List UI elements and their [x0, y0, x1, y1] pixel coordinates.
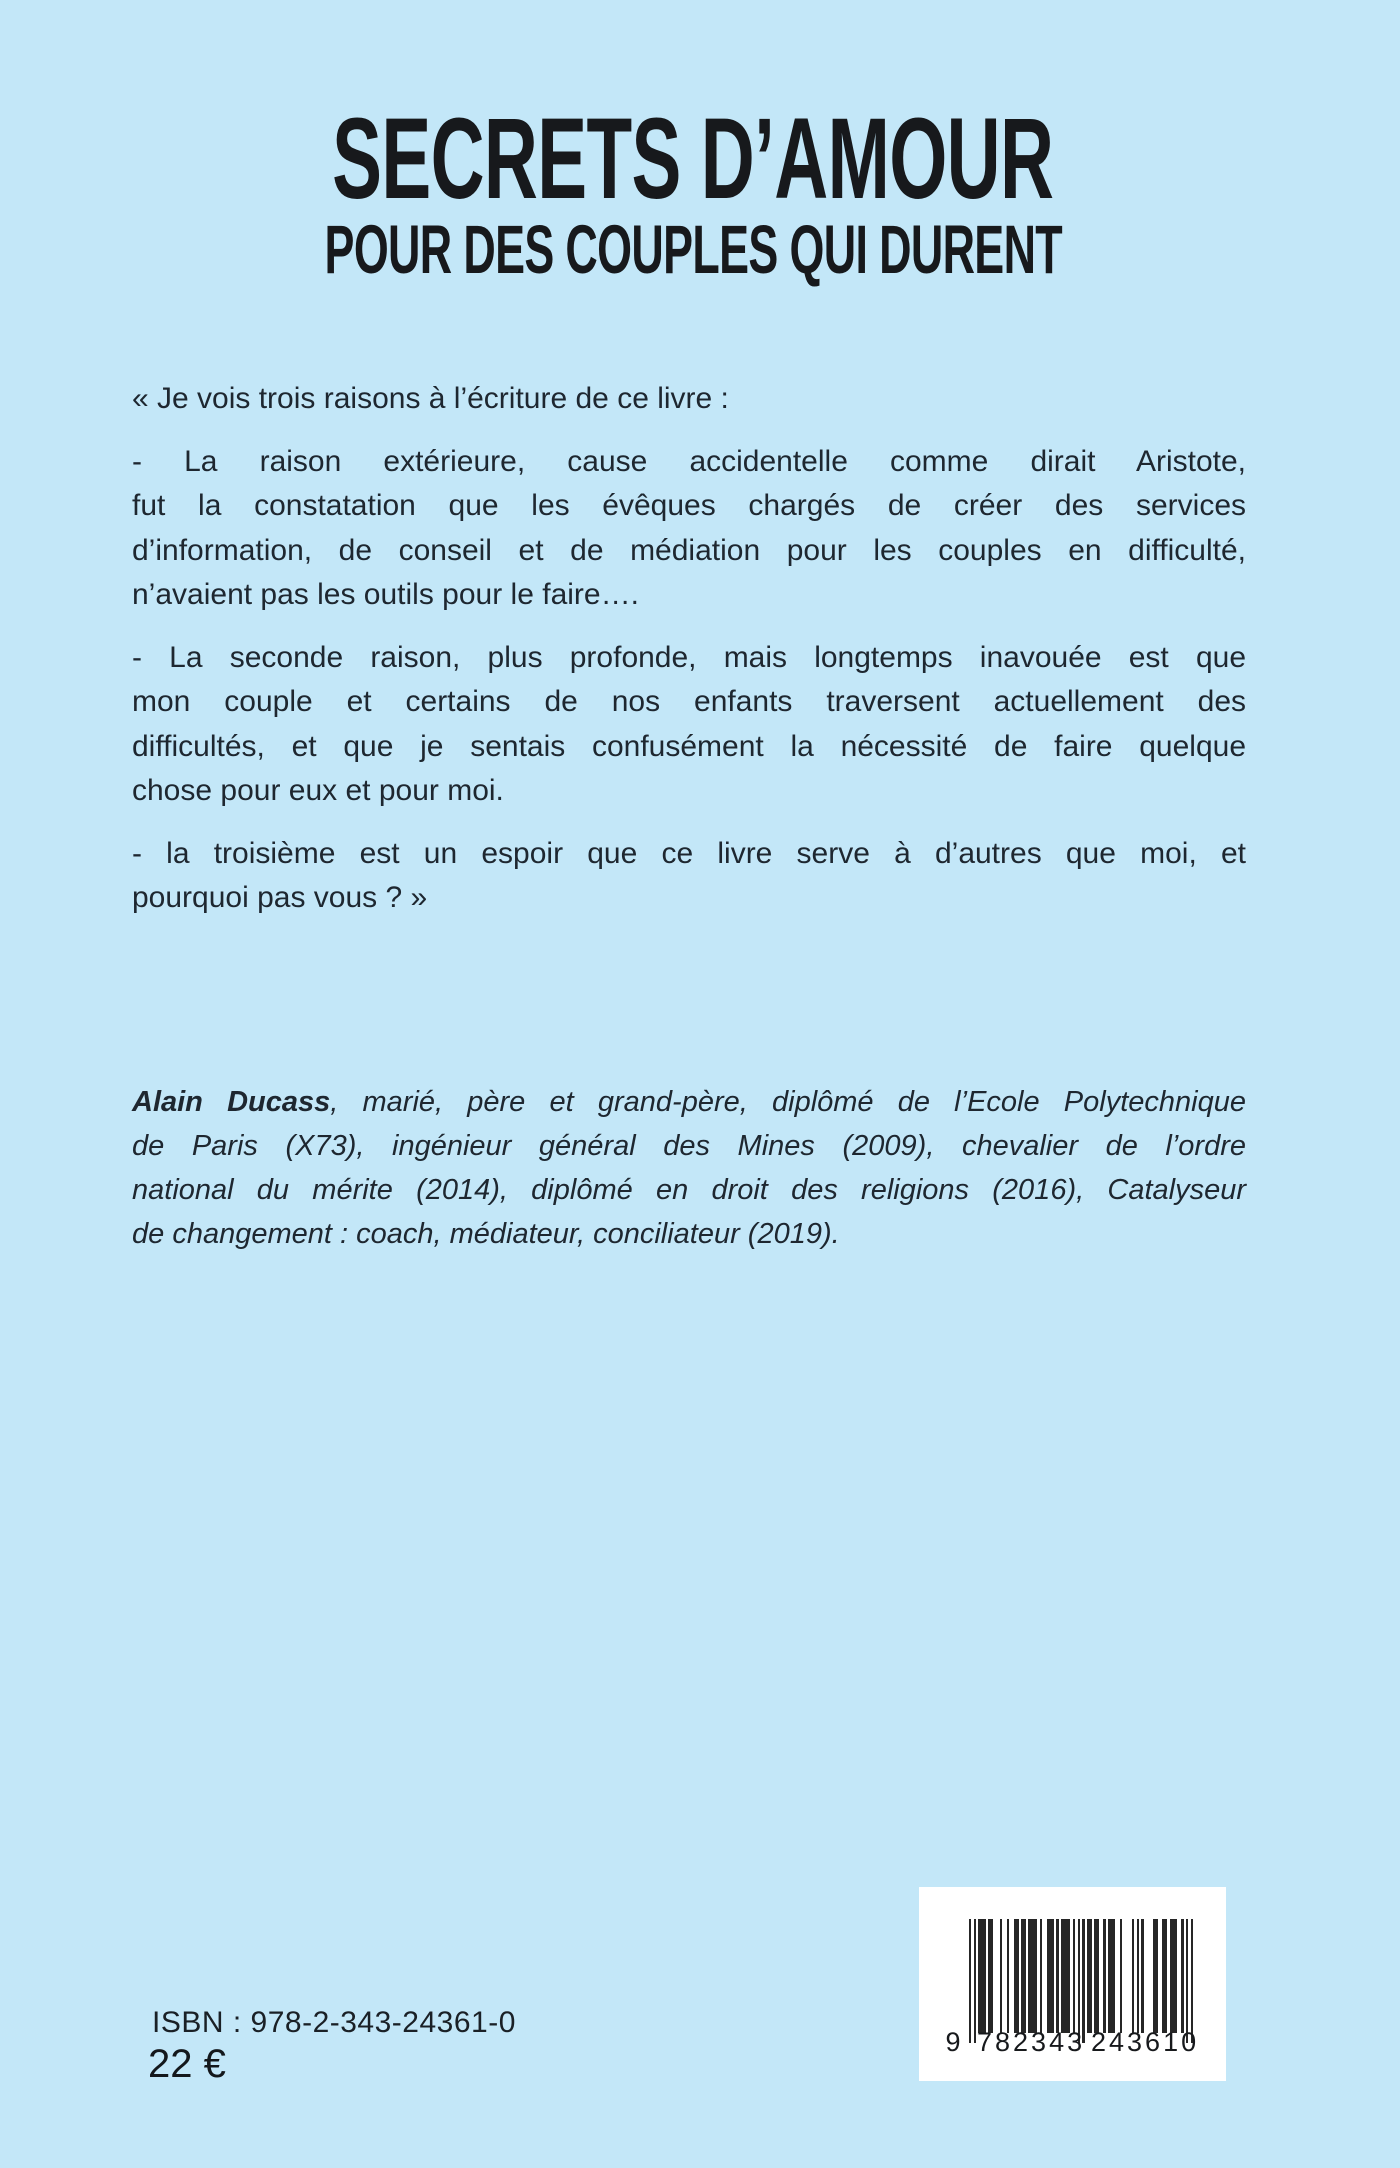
- quote-line: - la troisième est un espoir que ce livre serve à d’autres que moi, et: [132, 836, 1246, 870]
- title-block: [0, 0, 1386, 320]
- barcode-module: [1191, 1919, 1193, 2043]
- quote-paragraph: [132, 636, 1246, 814]
- back-cover-quote: [132, 377, 1246, 939]
- quote-paragraph: [132, 377, 1246, 422]
- author-name: Alain Ducass: [132, 1086, 331, 1118]
- barcode: [919, 1887, 1226, 2081]
- barcode-digits-left: 782343: [977, 2027, 1086, 2057]
- barcode-digits-right: 243610: [1091, 2027, 1200, 2057]
- barcode-bars: [969, 1919, 1193, 2043]
- bio-line: national du mérite (2014), diplômé en droit des religions (2016), Catalyseur: [132, 1174, 1246, 1206]
- quote-line: - La seconde raison, plus profonde, mais longtemps inavouée est que: [132, 640, 1246, 674]
- book-subtitle: POUR DES COUPLES QUI DURENT: [324, 211, 1062, 288]
- title-row: [0, 96, 1386, 223]
- quote-line: - La raison extérieure, cause accidentelle comme dirait Aristote,: [132, 444, 1246, 478]
- quote-line: difficultés, et que je sentais confusément la nécessité de faire quelque: [132, 729, 1246, 763]
- quote-line: pourquoi pas vous ? »: [132, 881, 428, 914]
- quote-line: mon couple et certains de nos enfants traversent actuellement des: [132, 685, 1246, 718]
- bio-line: Alain Ducass, marié, père et grand-père, diplômé de l’Ecole Polytechnique: [132, 1086, 1246, 1118]
- bio-line: de changement : coach, médiateur, conciliateur (2019).: [132, 1218, 840, 1250]
- barcode-digits: [919, 2027, 1226, 2057]
- quote-line: « Je vois trois raisons à l’écriture de ce livre :: [132, 382, 729, 415]
- quote-line: d’information, de conseil et de médiation pour les couples en difficulté,: [132, 533, 1246, 567]
- price-text: 22 €: [148, 2042, 226, 2086]
- quote-paragraph: [132, 440, 1246, 618]
- quote-line: n’avaient pas les outils pour le faire….: [132, 578, 639, 611]
- barcode-digit-first: 9: [945, 2027, 961, 2057]
- quote-line: chose pour eux et pour moi.: [132, 774, 504, 807]
- quote-line: fut la constatation que les évêques chargés de créer des services: [132, 489, 1246, 522]
- subtitle-row: [0, 212, 1386, 288]
- bio-line: de Paris (X73), ingénieur général des Mines (2009), chevalier de l’ordre: [132, 1130, 1246, 1162]
- author-bio: [132, 1080, 1246, 1256]
- quote-paragraph: [132, 832, 1246, 921]
- isbn-text: ISBN : 978-2-343-24361-0: [152, 2006, 516, 2039]
- book-title: SECRETS D’AMOUR: [332, 95, 1054, 223]
